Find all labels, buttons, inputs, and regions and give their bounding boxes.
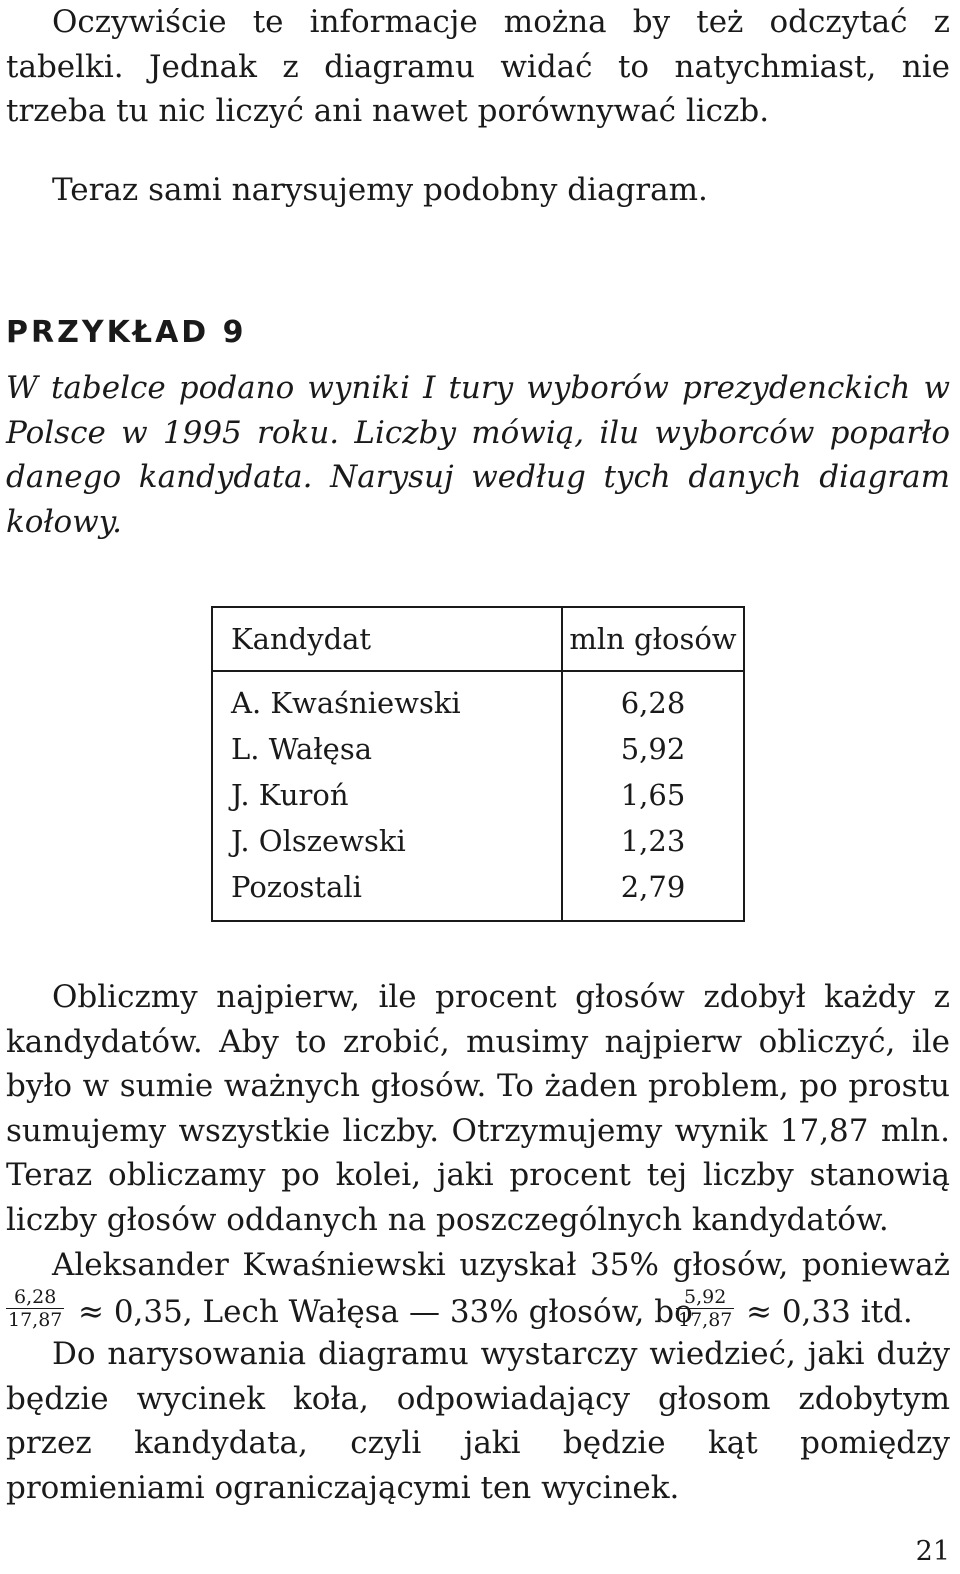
candidate-name: Pozostali bbox=[231, 870, 362, 904]
candidate-name: J. Olszewski bbox=[231, 824, 406, 858]
fraction-numerator: 6,28 bbox=[6, 1286, 64, 1309]
fraction-kwasniewski bbox=[6, 1286, 64, 1331]
candidate-name: A. Kwaśniewski bbox=[231, 686, 461, 720]
vote-value: 2,79 bbox=[620, 870, 686, 904]
candidate-name: J. Kuroń bbox=[231, 778, 349, 812]
candidates-column bbox=[212, 671, 562, 921]
intro-sentence: Teraz sami narysujemy podobny diagram. bbox=[52, 172, 708, 208]
vote-value: 5,92 bbox=[620, 732, 686, 766]
table-body-row bbox=[212, 671, 744, 921]
vote-value: 1,65 bbox=[620, 778, 686, 812]
math-line bbox=[6, 1286, 950, 1336]
fraction-walesa bbox=[676, 1286, 734, 1331]
page-number: 21 bbox=[915, 1536, 950, 1567]
math-text: ≈ 0,33 itd. bbox=[746, 1294, 913, 1330]
fraction-denominator: 17,87 bbox=[678, 1309, 733, 1331]
candidate-name: L. Wałęsa bbox=[231, 732, 373, 766]
calculation-paragraph: Obliczmy najpierw, ile procent głosów zdobył każdy z kandydatów. Aby to zrobić, musimy najpierw obliczyć, ile było w sumie ważnych głosów. To żaden problem, po prostu sumujemy wszystkie liczby. Otrzymujemy wynik 17,87 mln. Teraz obliczamy po kolei, jaki procent tej liczby stanowią liczby głosów oddanych na poszczególnych kandydatów. bbox=[6, 979, 950, 1238]
header-candidate: Kandydat bbox=[212, 607, 562, 671]
intro-paragraph: Oczywiście te informacje można by też odczytać z tabelki. Jednak z diagramu widać to natychmiast, nie trzeba tu nic liczyć ani nawet porównywać liczb. bbox=[6, 4, 950, 130]
fraction-numerator: 5,92 bbox=[676, 1286, 734, 1309]
votes-table bbox=[211, 606, 745, 922]
vote-value: 1,23 bbox=[620, 824, 686, 858]
conclusion-paragraph: Do narysowania diagramu wystarczy wiedzieć, jaki duży będzie wycinek koła, odpowiadający głosom zdobytym przez kandydata, czyli jaki będzie kąt pomiędzy promieniami ograniczającymi ten wycinek. bbox=[6, 1336, 950, 1506]
fraction-denominator: 17,87 bbox=[8, 1309, 63, 1331]
math-text: ≈ 0,35, Lech Wałęsa — 33% głosów, bo bbox=[78, 1294, 693, 1330]
votes-column bbox=[562, 671, 744, 921]
example-task: W tabelce podano wyniki I tury wyborów prezydenckich w Polsce w 1995 roku. Liczby mówią, ilu wyborców poparło danego kandydata. Narysuj według tych danych diagram kołowy. bbox=[6, 370, 950, 540]
table-header-row bbox=[212, 607, 744, 671]
header-votes: mln głosów bbox=[562, 607, 744, 671]
example-heading: PRZYKŁAD 9 bbox=[6, 315, 247, 350]
vote-value: 6,28 bbox=[620, 686, 686, 720]
result-sentence: Aleksander Kwaśniewski uzyskał 35% głosów, ponieważ bbox=[52, 1247, 950, 1283]
